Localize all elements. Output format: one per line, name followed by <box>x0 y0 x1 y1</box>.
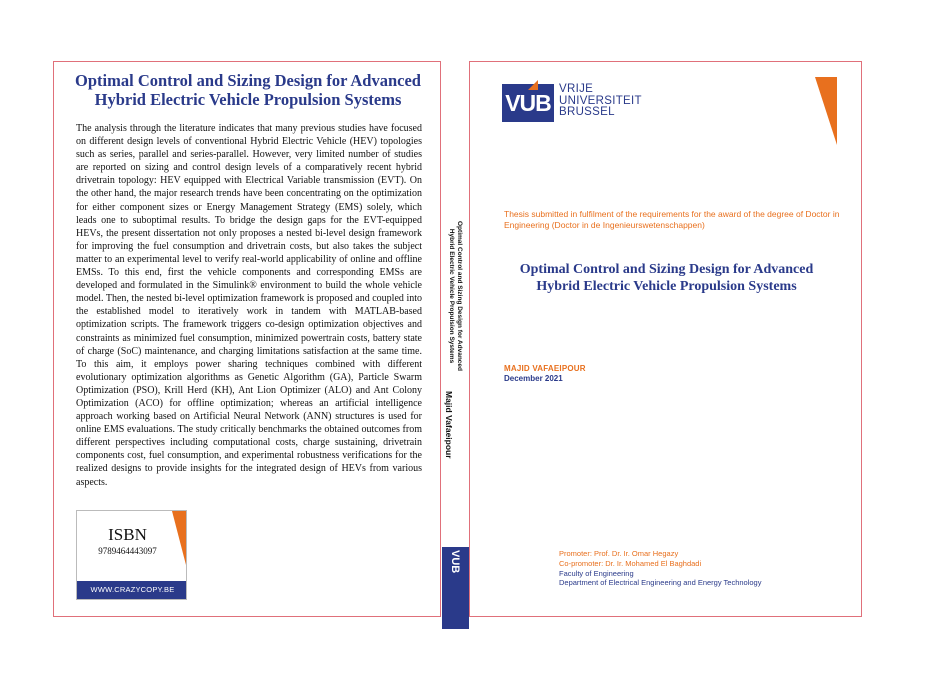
university-line-1: VRIJE <box>559 83 594 95</box>
isbn-box <box>76 510 187 600</box>
front-cover-title <box>470 261 863 295</box>
back-title-line-1: Optimal Control and Sizing Design for Advanced <box>75 71 421 90</box>
spine-author: Majid Vafaeipour <box>444 391 454 459</box>
front-title-line-2: Hybrid Electric Vehicle Propulsion Systems <box>536 279 797 294</box>
front-cover <box>469 61 862 617</box>
spine <box>441 61 469 629</box>
thesis-date: December 2021 <box>504 374 563 383</box>
department: Department of Electrical Engineering and Energy Technology <box>559 578 762 588</box>
faculty: Faculty of Engineering <box>559 568 634 578</box>
abstract-text: The analysis through the literature indicates that many previous studies have focused on different design levels of conventional Hybrid Electric Vehicle (HEV) topologies such as series, parallel and series-parallel. However, very limited number of studies are reported on sizing and control design levels of a comparatively recent hybrid drivetrain topology: HEV equipped with Electrical Variable transmission (EVT). On the other hand, the major research trends have been concentrating on the optimization for either component sizes or Energy Management Strategy (EMS) solely, which leads one to suboptimal results. To bridge the design gaps for the EVT-equipped HEVs, the present dissertation not only proposes a nested bi-level design framework for improving the fuel consumption and drivetrain costs, but also takes the subject matter to an experimental level to verify real-world applicability of online and offline EMSs. To this end, first the vehicle components and corresponding EMSs are developed and formulated in the Simulink® environment to build the whole vehicle model. Then, the nested bi-level optimization framework is proposed and coupled into the established model to iteratively work in tandem with MATLAB-based optimization scripts. The framework triggers co-design optimization objectives and constraints as minimized fuel consumption, minimized powertrain costs, battery state of charge (SoC) maintenance, and charging limitations satisfaction at the same time. To this aim, it employs power sharing techniques combined with different evolutionary optimization algorithms as Genetic Algorithm (GA), Particle Swarm Optimization (PSO), Krill Herd (KH), Ant Lion Optimizer (ALO) and Ant Colony Optimization (ACO) for offline optimization; whereas an artificial intelligence approach working based on Artificial Neural Network (ANN) structures is used for online EMS evaluations. The study critically benchmarks the obtained outcomes from different perspectives including computational costs, charge sustaining, drivetrain components cost, fuel consumption, and experimental robustness verifications for the realized designs to provide insights for the integrated design of HEVs from various aspects. <box>76 123 422 488</box>
front-title-line-1: Optimal Control and Sizing Design for Advanced <box>519 262 814 277</box>
promoter: Promoter: Prof. Dr. Ir. Omar Hegazy <box>559 549 679 558</box>
vub-logo: VUB <box>502 84 554 122</box>
spine-vub-logo: VUB <box>449 550 461 574</box>
isbn-label: ISBN <box>108 525 147 544</box>
printer-website: WWW.CRAZYCOPY.BE <box>77 581 187 599</box>
back-cover-title <box>54 71 442 109</box>
university-line-3: BRUSSEL <box>559 106 615 118</box>
spine-title-line-1: Optimal Control and Sizing Design for Advanced <box>456 221 463 371</box>
back-title-line-2: Hybrid Electric Vehicle Propulsion Systems <box>94 90 402 109</box>
spine-title-line-2: Hybrid Electric Vehicle Propulsion Systems <box>448 228 456 364</box>
thesis-statement: Thesis submitted in fulfilment of the requirements for the award of the degree of Doctor in Engineering (Doctor in de Ingenieurswetenschappen) <box>504 209 840 230</box>
supervisors-block <box>559 549 761 588</box>
author-name: MAJID VAFAEIPOUR <box>504 364 586 373</box>
spine-title <box>448 196 463 396</box>
university-line-2: UNIVERSITEIT <box>559 94 642 107</box>
university-name <box>559 84 642 119</box>
isbn-number: 9789464443097 <box>98 546 157 556</box>
back-cover <box>53 61 441 617</box>
front-orange-triangle <box>815 77 837 145</box>
co-promoter: Co-promoter: Dr. Ir. Mohamed El Baghdadi <box>559 558 702 568</box>
